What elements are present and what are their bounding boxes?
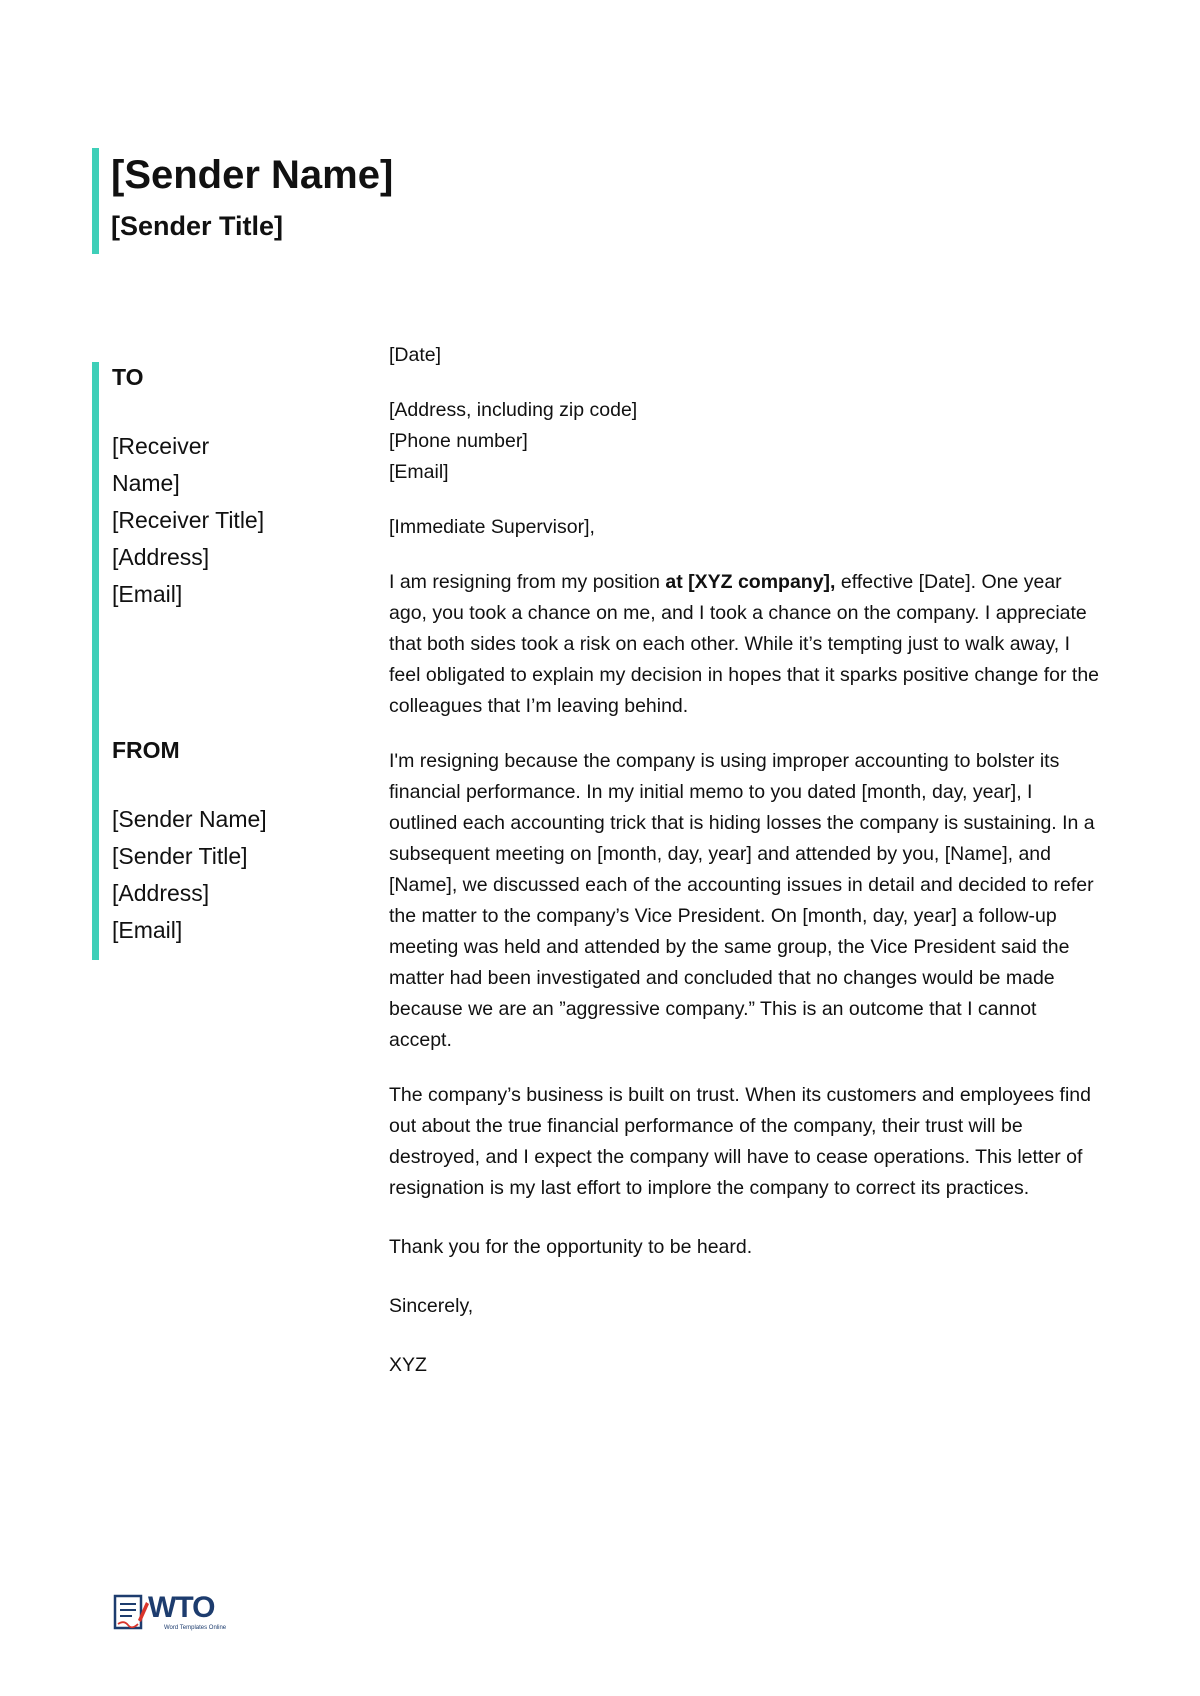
contact-sidebar	[92, 362, 322, 960]
receiver-line: [Receiver	[112, 433, 210, 459]
letter-phone: [Phone number]	[389, 430, 528, 452]
paragraph-1	[389, 567, 1104, 722]
receiver-email: [Email]	[112, 581, 183, 607]
company-name-bold: at [XYZ company],	[665, 571, 836, 593]
receiver-address: [Address]	[112, 544, 210, 570]
thanks-line: Thank you for the opportunity to be heard.	[389, 1236, 753, 1258]
sender-email: [Email]	[112, 917, 183, 943]
receiver-details	[112, 428, 322, 613]
receiver-line: Name]	[112, 470, 180, 496]
sender-name: [Sender Name]	[112, 806, 267, 832]
letter-address: [Address, including zip code]	[389, 399, 638, 421]
document-icon	[112, 1590, 152, 1634]
paragraph-3: The company’s business is built on trust. When its customers and employees find out about the true financial performance of the company, their trust will be destroyed, and I expect the company will have to cease operations. This letter of resignation is my last effort to implore the company to correct its practices.	[389, 1084, 1091, 1199]
paragraph-2: I'm resigning because the company is using improper accounting to bolster its financial performance. In my initial memo to you dated [month, day, year], I outlined each accounting trick that is hiding losses the company is sustaining. In a subsequent meeting on [month, day, year] and attended by you, [Name], and [Name], we discussed each of the accounting issues in detail and decided to refer the matter to the company’s Vice President. On [month, day, year] a follow-up meeting was held and attended by the same group, the Vice President said the matter had been investigated and concluded that no changes would be made because we are an ”aggressive company.” This is an outcome that I cannot accept.	[389, 750, 1095, 1051]
closing-line: Sincerely,	[389, 1295, 474, 1317]
logo-tagline: Word Templates Online	[164, 1625, 227, 1631]
sender-title: [Sender Title]	[112, 843, 248, 869]
sender-name-heading: [Sender Name]	[111, 153, 394, 197]
paragraph-1-start: I am resigning from my position	[389, 571, 666, 593]
letterhead	[92, 148, 393, 254]
receiver-title: [Receiver Title]	[112, 507, 265, 533]
sender-title-heading: [Sender Title]	[111, 211, 284, 241]
paragraph-1-end: effective [Date]. One year ago, you took a chance on me, and I took a chance on the company. I appreciate that both sides took a risk on each other. While it’s tempting just to walk away, I feel obligated to explain my decision in hopes that it sparks positive change for the colleagues that I’m leaving behind.	[389, 571, 1100, 717]
sender-details	[112, 801, 322, 949]
letter-email: [Email]	[389, 461, 449, 483]
signature-line: XYZ	[389, 1354, 427, 1376]
to-heading: TO	[112, 364, 144, 390]
wto-logo	[112, 1590, 242, 1636]
letter-date: [Date]	[389, 344, 442, 366]
sender-address: [Address]	[112, 880, 210, 906]
letter-body	[389, 340, 1104, 1381]
logo-wordmark: WTO	[148, 1591, 215, 1624]
letter-salutation: [Immediate Supervisor],	[389, 516, 595, 538]
from-heading: FROM	[112, 737, 180, 763]
